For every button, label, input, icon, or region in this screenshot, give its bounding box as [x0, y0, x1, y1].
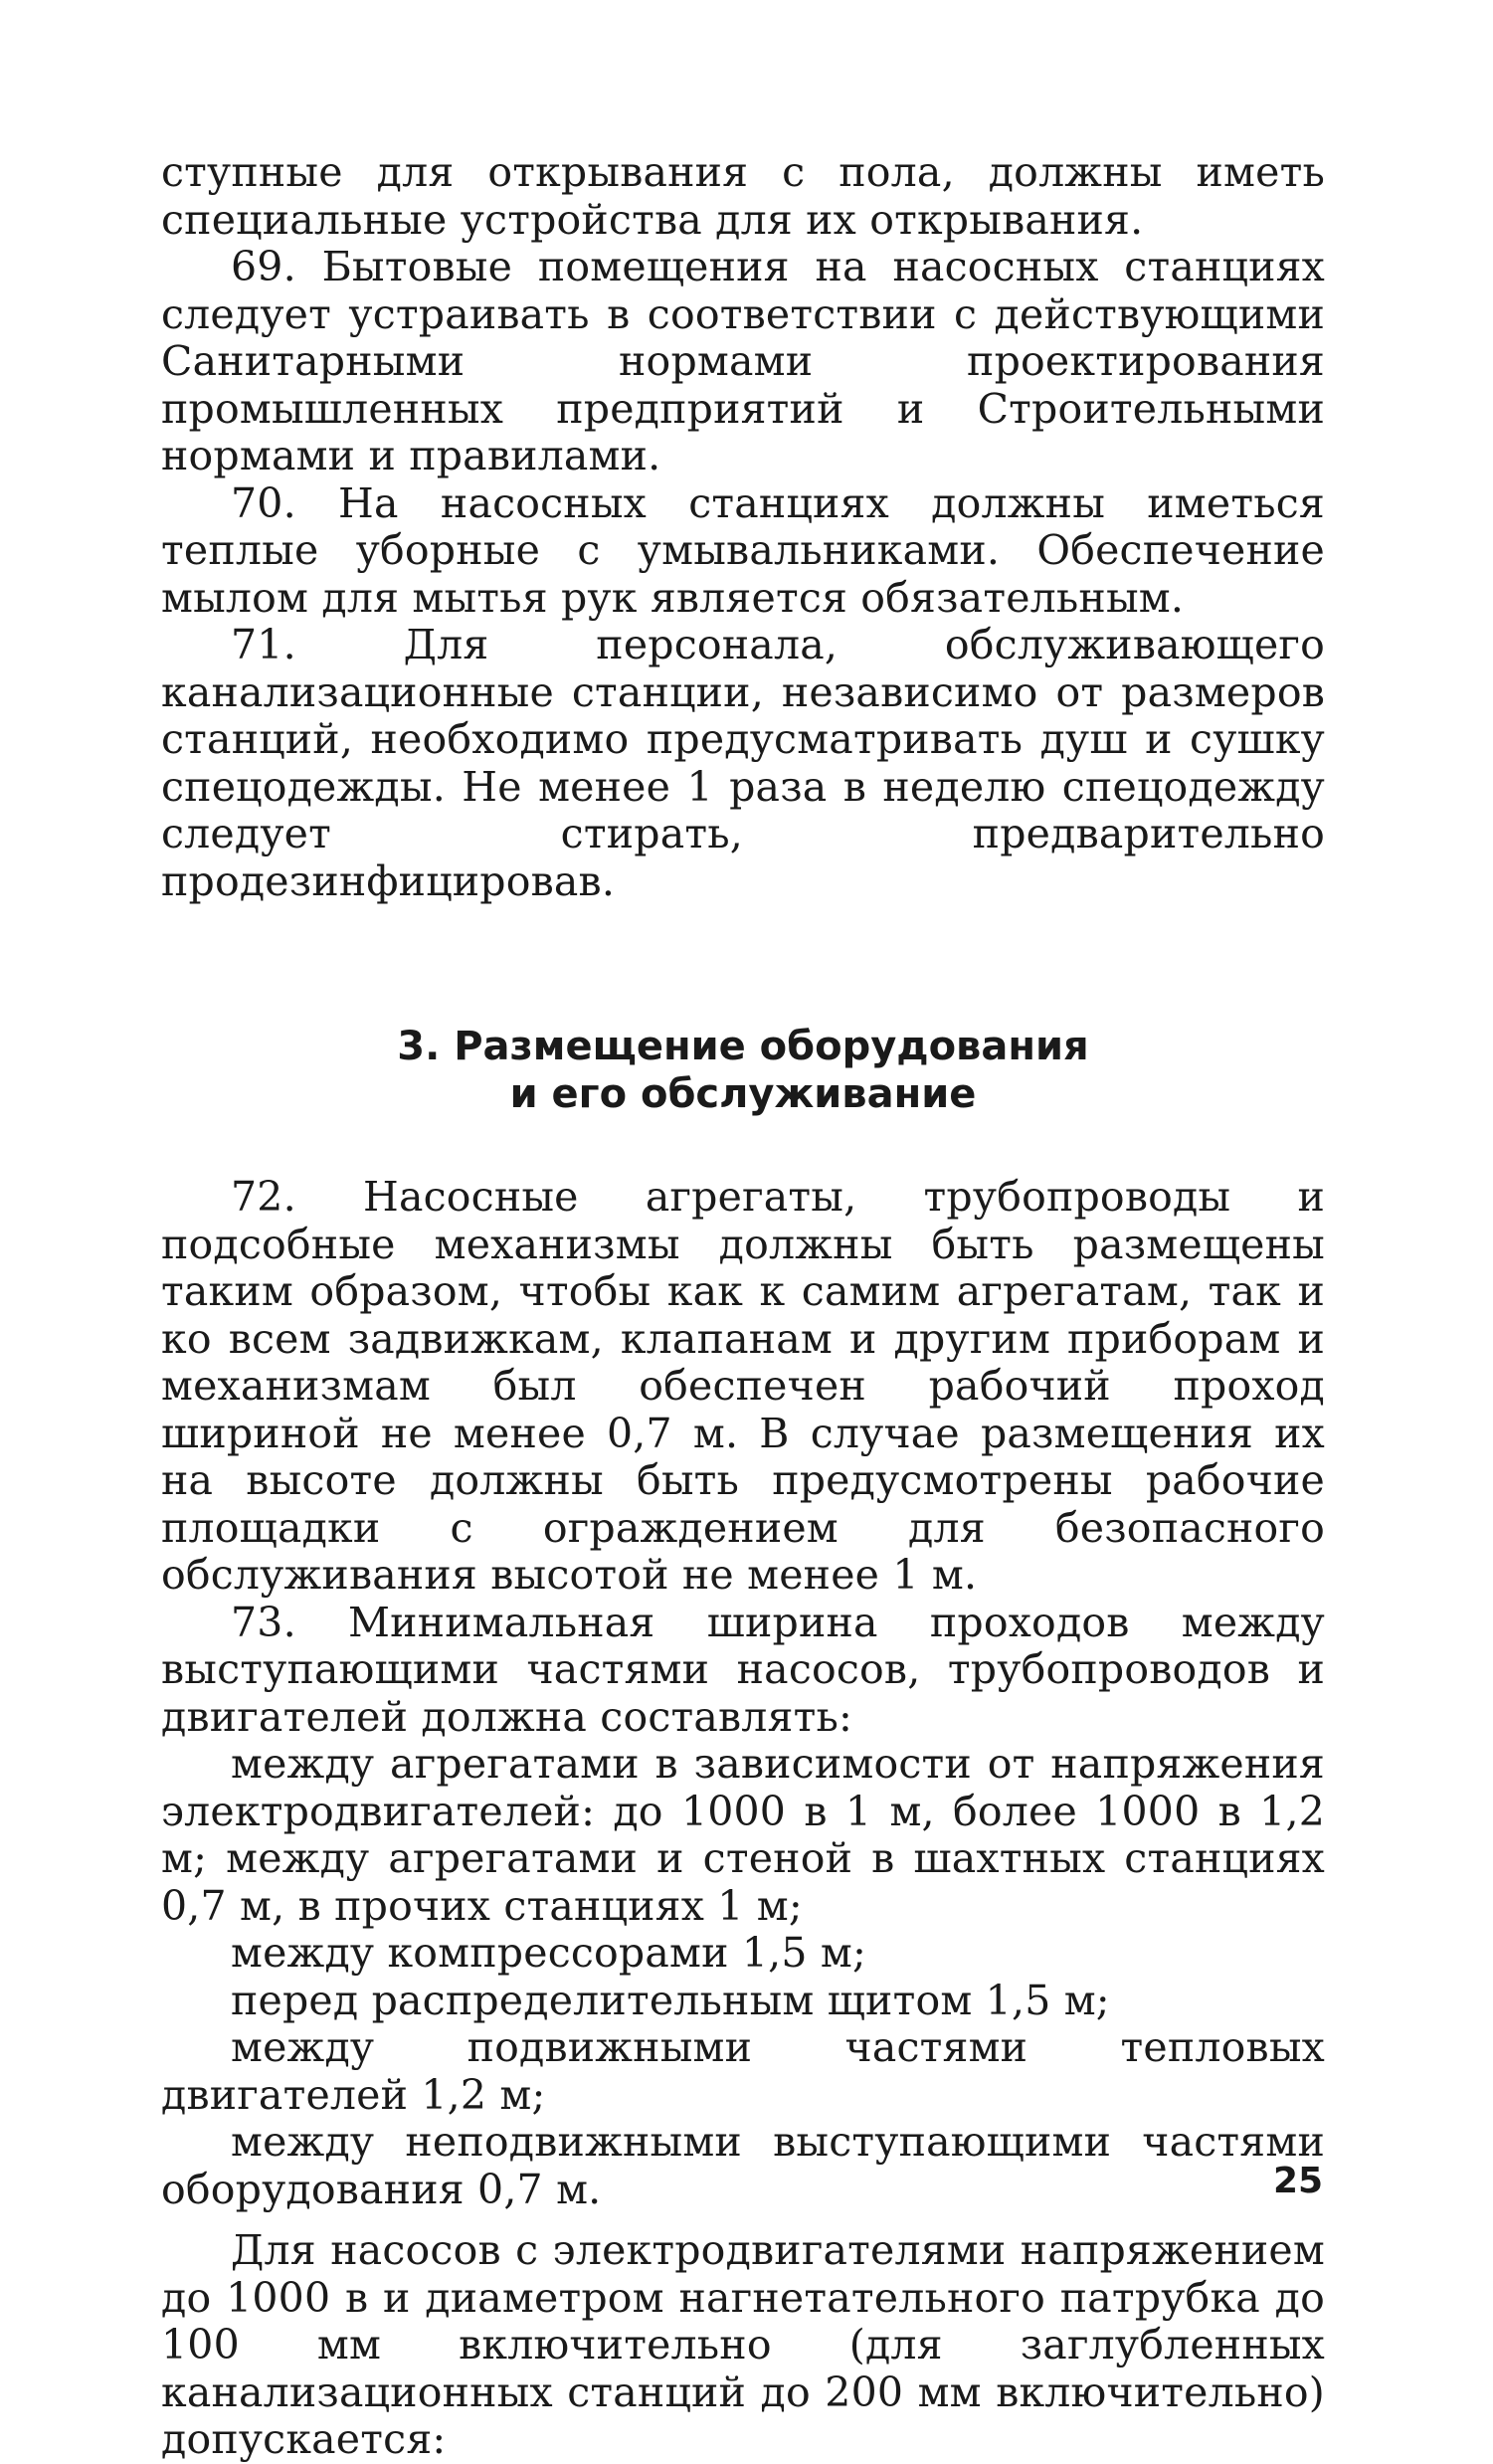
section-heading-line-2: и его обслуживание [509, 1071, 977, 1117]
page-number: 25 [1273, 2161, 1324, 2201]
document-page [161, 149, 1325, 2464]
section-heading-line-1: 3. Размещение оборудования [397, 1024, 1089, 1069]
paragraph-73-thermal-engines: между подвижными частями тепловых двигателей 1,2 м; [161, 2023, 1325, 2119]
paragraph-pumps: Для насосов с электродвигателями напряжением до 1000 в и диаметром нагнетательного патрубка до 100 мм включительно (для заглубленных канализационных станций до 200 мм включительно) допускается: [161, 2226, 1325, 2463]
paragraph-69: 69. Бытовые помещения на насосных станциях следует устраивать в соответствии с действующими Санитарными нормами проектирования промышленных предприятий и Строительными нормами и правилами. [161, 243, 1325, 479]
paragraph-73-compressors: между компрессорами 1,5 м; [231, 1929, 866, 1977]
paragraph-73: 73. Минимальная ширина проходов между выступающими частями насосов, трубопроводов и двигателей должна составлять: [161, 1598, 1325, 1741]
paragraph-73-fixed-parts: между неподвижными выступающими частями оборудования 0,7 м. [161, 2118, 1325, 2213]
paragraph-73-aggregates: между агрегатами в зависимости от напряжения электродвигателей: до 1000 в 1 м, более 1000 в 1,2 м; между агрегатами и стеной в шахтных станциях 0,7 м, в прочих станциях 1 м; [161, 1740, 1325, 1930]
paragraph-71: 71. Для персонала, обслуживающего канализационные станции, независимо от размеров станций, необходимо предусматривать душ и сушку спецодежды. Не менее 1 раза в неделю спецодежду следует стирать, предварительно продезинфицировав. [161, 621, 1325, 905]
paragraph-continuation: ступные для открывания с пола, должны иметь специальные устройства для их открывания. [161, 148, 1325, 244]
paragraph-73-switchboard: перед распределительным щитом 1,5 м; [231, 1976, 1110, 2024]
paragraph-70: 70. На насосных станциях должны иметься теплые уборные с умывальниками. Обеспечение мылом для мытья рук является обязательным. [161, 478, 1325, 622]
section-heading [161, 1023, 1325, 1118]
paragraph-72: 72. Насосные агрегаты, трубопроводы и подсобные механизмы должны быть размещены таким образом, чтобы как к самим агрегатам, так и ко всем задвижкам, клапанам и другим приборам и механизмам был обеспечен рабочий проход шириной не менее 0,7 м. В случае размещения их на высоте должны быть предусмотрены рабочие площадки с ограждением для безопасного обслуживания высотой не менее 1 м. [161, 1173, 1325, 1599]
